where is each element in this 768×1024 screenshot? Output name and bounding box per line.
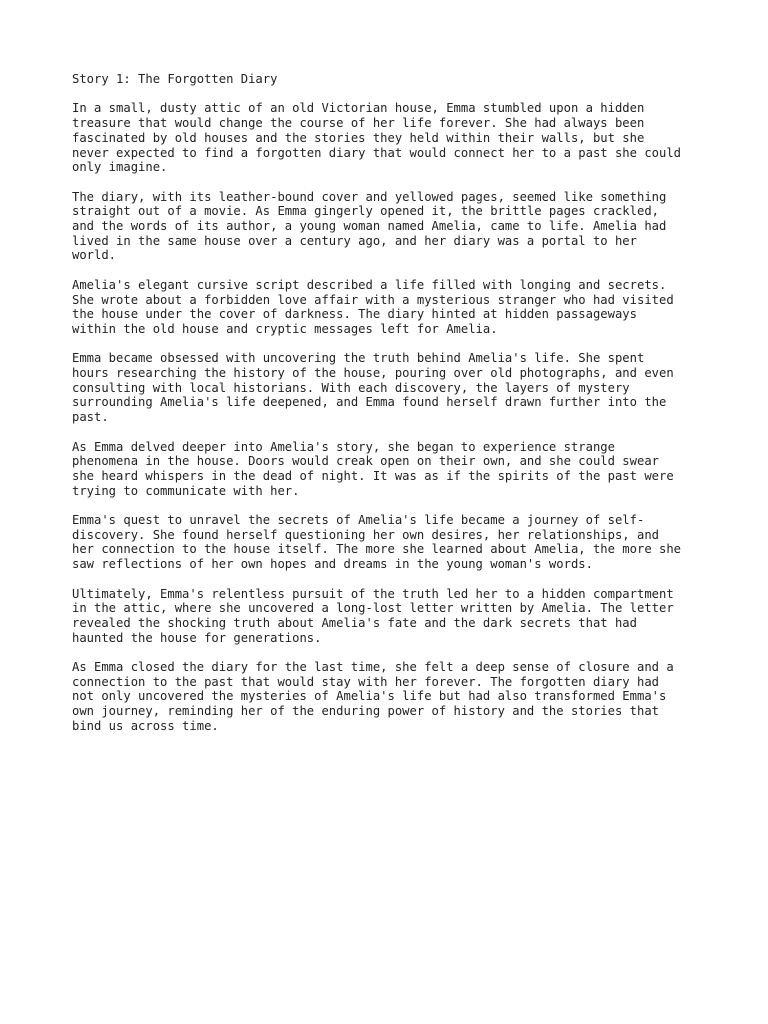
paragraph-4: Emma became obsessed with uncovering the truth behind Amelia's life. She spent hours researching the history of the house, pouring over old photographs, and even consulting with local historians. With each discovery, the layers of mystery surrounding Amelia's life deepened, and Emma found herself drawn further into the past. xyxy=(72,351,674,425)
paragraph-8: As Emma closed the diary for the last time, she felt a deep sense of closure and a connection to the past that would stay with her forever. The forgotten diary had not only uncovered the mysteries of Amelia's life but had also transformed Emma's own journey, reminding her of the enduring power of history and the stories that bind us across time. xyxy=(72,660,674,733)
paragraph-3: Amelia's elegant cursive script described a life filled with longing and secrets. She wrote about a forbidden love affair with a mysterious stranger who had visited the house under the cover of darkness. The diary hinted at hidden passageways within the old house and cryptic messages left for Amelia. xyxy=(72,277,674,336)
paragraph-1: In a small, dusty attic of an old Victorian house, Emma stumbled upon a hidden treasure that would change the course of her life forever. She had always been fascinated by old houses and the stories they held within their walls, but she never expected to find a forgotten diary that would connect her to a past she could only imagine. xyxy=(72,101,682,175)
paragraph-5: As Emma delved deeper into Amelia's story, she began to experience strange phenomena in the house. Doors would creak open on their own, and she could swear she heard whispers in the dead of night. It was as if the spirits of the past were trying to communicate with her. xyxy=(72,439,674,498)
paragraph-2: The diary, with its leather-bound cover and yellowed pages, seemed like something straight out of a movie. As Emma gingerly opened it, the brittle pages crackled, and the words of its author, a young woman named Amelia, came to life. Amelia had lived in the same house over a century ago, and her diary was a portal to her world. xyxy=(72,189,667,263)
document-body xyxy=(72,72,708,748)
story-title: Story 1: The Forgotten Diary xyxy=(72,72,278,86)
paragraph-7: Ultimately, Emma's relentless pursuit of the truth led her to a hidden compartment in the attic, where she uncovered a long-lost letter written by Amelia. The letter revealed the shocking truth about Amelia's fate and the dark secrets that had haunted the house for generations. xyxy=(72,586,674,645)
paragraph-6: Emma's quest to unravel the secrets of Amelia's life became a journey of self- discovery. She found herself questioning her own desires, her relationships, and her connection to the house itself. The more she learned about Amelia, the more she saw reflections of her own hopes and dreams in the young woman's words. xyxy=(72,513,682,572)
